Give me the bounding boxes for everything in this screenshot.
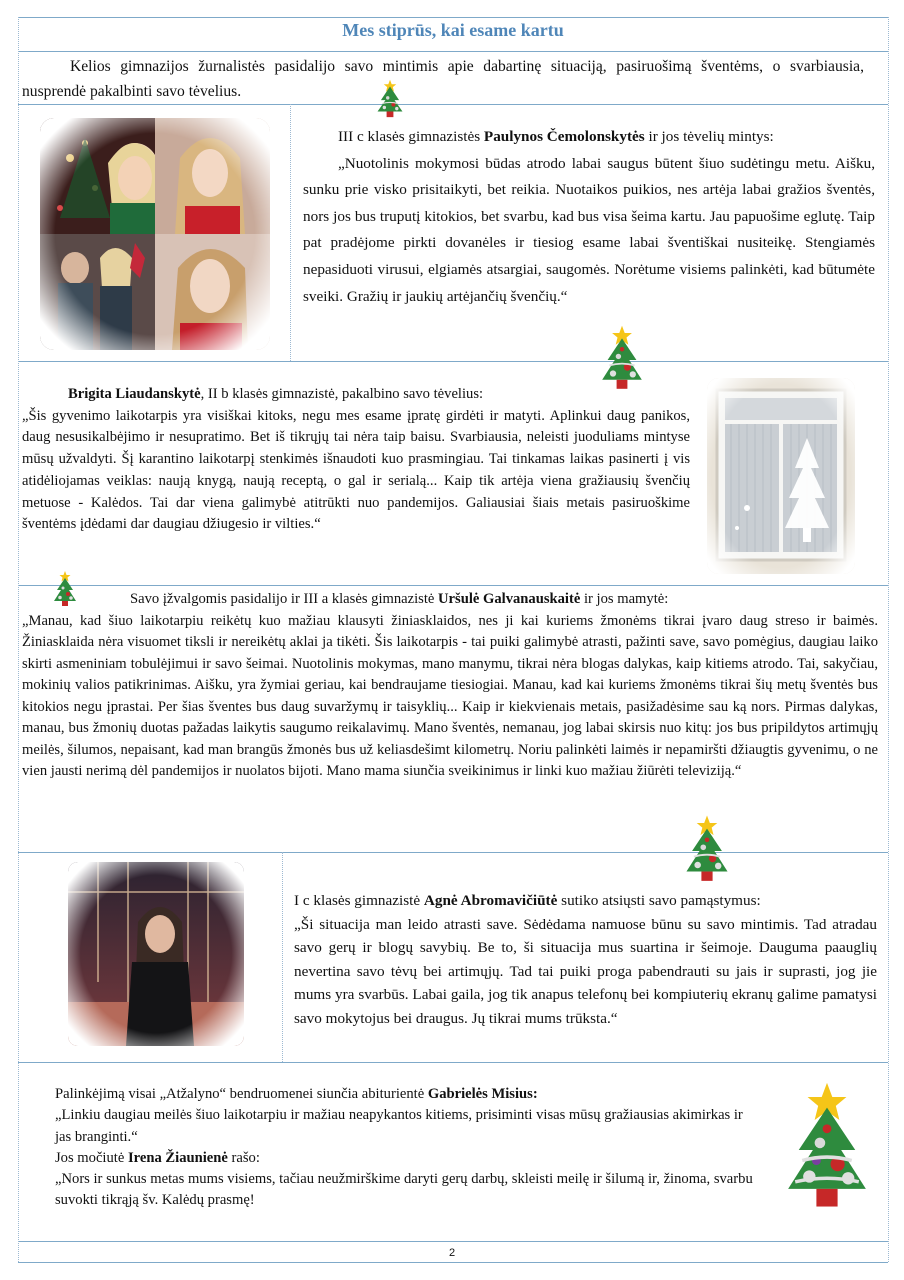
s5-lead: Palinkėjimą visai „Atžalyno“ bendruomenei siunčia abiturientė bbox=[55, 1086, 428, 1102]
s3-lead: Savo įžvalgomis pasidalijo ir III a klasės gimnazistė bbox=[130, 591, 439, 607]
christmas-tree-icon bbox=[595, 322, 649, 398]
page-number: 2 bbox=[448, 1247, 456, 1259]
rule-top bbox=[18, 17, 888, 18]
s5-text bbox=[55, 1084, 755, 1212]
rule-title bbox=[18, 51, 888, 52]
s1-quote: „Nuotolinis mokymosi būdas atrodo labai saugus būtent šiuo sudėtingu metu. Aišku, sunku prie visko prisitaikyti, bet reikia. Nuotaikos puikios, nes artėja labai gražios šventės, nors jos bus truputį kitokios, bet svarbu, kad bus visa šeima kartu. Jau papuošime eglutę. Taip pat pradėjome pirkti dovanėles ir tiesiog esame labai šventiškai nusiteikę. Stengiamės nepasiduoti virusui, elgiamės atsargiai, saugomės. Norėtume visiems palinkėti, kad būtumėte sveiki. Gražių ir jaukių artėjančių švenčių.“ bbox=[303, 154, 875, 305]
portrait-photo bbox=[68, 862, 244, 1046]
christmas-tree-icon bbox=[373, 76, 407, 122]
divider-s1 bbox=[290, 104, 291, 361]
s4-text bbox=[294, 889, 877, 1031]
family-photo-1 bbox=[40, 118, 270, 350]
s3-text bbox=[22, 589, 878, 783]
window-photo bbox=[707, 378, 855, 574]
border-right bbox=[888, 17, 889, 1262]
border-left bbox=[18, 17, 19, 1262]
s5-quote2: „Nors ir sunkus metas mums visiems, tačiau neužmirškime daryti gerų darbų, skleisti meilę ir šilumą ir, žinoma, svarbu suvokti tikrąją šv. Kalėdų prasmę! bbox=[55, 1171, 753, 1209]
rule-3 bbox=[18, 585, 888, 586]
s1-text bbox=[303, 124, 875, 310]
christmas-tree-icon bbox=[774, 1075, 880, 1225]
rule-1 bbox=[18, 104, 888, 105]
s5-lead2-post: rašo: bbox=[227, 1149, 260, 1166]
s2-quote: „Šis gyvenimo laikotarpis yra visiškai kitoks, negu mes esame įpratę girdėti ir matyti. Aplinkui daug panikos, daug nesusikalbėjimo ir nesupratimo. Bet iš tikrųjų tai nėra taip baisu. Svarbiausia, neleisti juoduliams mintyse mūsų užvaldyti. Šį karantino laikotarpį stenkimės išnaudoti kuo prasmingiau. Tai tinkamas laikas pasinerti į vis atidėliojamas veiklas: naują knygą, naują receptą, o gal ir serialą... Kaip tik artėja viena gražiausių švenčių metuose - Kalėdos. Tai dar viena galimybė atitrūkti nuo pandemijos. Galiausiai šiais metais pasiruoškime šventėms įdėdami dar daugiau džiugesio ir vilties.“ bbox=[22, 407, 690, 533]
s2-lead: , II b klasės gimnazistė, pakalbino savo tėvelius: bbox=[200, 386, 484, 402]
intro-text: Kelios gimnazijos žurnalistės pasidalijo savo mintimis apie dabartinę situaciją, pasiruošimą šventėms, o svarbiausia, nusprendė pakalbinti savo tėvelius. bbox=[22, 58, 864, 100]
rule-5 bbox=[18, 1062, 888, 1063]
s5-lead2: Jos močiutė bbox=[55, 1149, 128, 1166]
s3-quote: „Manau, kad šiuo laikotarpiu reikėtų kuo mažiau klausyti žiniasklaidos, nes ji kai kuriems žmonėms tikrai įvaro daug streso ir baimės. Žiniasklaida nėra visuomet tiksli ir nereikėtų aklai ja tikėti. Šis laikotarpis - tai puiki galimybė atrasti, pažinti save, savo pomėgius, daugiau laiko skirti asmeniniam tobulėjimui ir savo šeimai. Nuotolinis mokymas, mano manymu, tikrai nėra blogas dalykas, kaip kitiems atrodo. Tai, sakyčiau, mokinių valios patikrinimas. Aišku, yra žymiai geriau, kai bendraujame tiesiogiai. Manau, kad kai kuriems žmonėms tikrai šių metų šventės bus kitokios negu įprastai. Per šias šventes bus daug suvaržymų ir taisyklių... Kaip ir kiekvienais metais, pasižadėsime sau ką nors. Pirmas dalykas, manau, bus žmonių duotas pažadas laikytis saugumo reikalavimų. Mano šventės, nemanau, jog labai skirsis nuo kitų: jos bus pripildytos artimųjų meilės, šilumos, nepaisant, kad man brangūs žmonės bus už keliasdešimt kilometrų. Noriu palinkėti laimės ir nepamiršti džiaugtis gyvenimu, o ne vien jausti nerimą dėl pandemijos ir nuolatos bijoti. Mano mama siunčia sveikinimus ir linki kuo mažiau žiūrėti televiziją.“ bbox=[22, 612, 878, 779]
rule-bottom bbox=[18, 1262, 888, 1263]
s4-lead: I c klasės gimnazistė bbox=[294, 892, 424, 909]
s1-lead-post: ir jos tėvelių mintys: bbox=[644, 128, 774, 145]
s5-author2: Irena Žiaunienė bbox=[127, 1149, 228, 1166]
s4-author: Agnė Abromavičiūtė bbox=[423, 892, 558, 909]
rule-4 bbox=[18, 852, 888, 853]
divider-s4 bbox=[282, 852, 283, 1062]
s1-author: Paulynos Čemolonskytės bbox=[483, 128, 645, 145]
christmas-tree-icon bbox=[50, 569, 80, 611]
page-title: Mes stiprūs, kai esame kartu bbox=[342, 20, 564, 40]
s2-author: Brigita Liaudanskytė bbox=[68, 386, 201, 402]
s4-quote: „Ši situacija man leido atrasti save. Sėdėdama namuose būnu su savo mintimis. Tad atradau savo gerų ir blogų savybių. Be to, ši situacija mus suartina ir šeimoje. Dauguma paauglių nevertina savo tėvų bei artimųjų. Tad tai puiki proga pabendrauti su jais ir suprasti, jog jie mums yra svarbūs. Labai gaila, jog tik anapus telefonų bei kompiuterių ekranų galime pamatysi savo mokytojus bei draugus. Jų tikrai mums trūksta.“ bbox=[294, 915, 877, 1027]
s3-lead-post: ir jos mamytė: bbox=[580, 591, 669, 607]
rule-2 bbox=[18, 361, 888, 362]
s5-author: Gabrielės Misius: bbox=[427, 1086, 538, 1102]
s2-text bbox=[22, 384, 690, 536]
rule-6 bbox=[18, 1241, 888, 1242]
christmas-tree-icon bbox=[679, 812, 735, 890]
s5-quote1: „Linkiu daugiau meilės šiuo laikotarpiu ir mažiau neapykantos kitiems, prisiminti visas mūsų gražiausias akimirkas ir jas branginti.“ bbox=[55, 1107, 743, 1145]
s3-author: Uršulė Galvanauskaitė bbox=[438, 591, 581, 607]
s1-lead: III c klasės gimnazistės bbox=[338, 128, 484, 145]
s4-lead-post: sutiko atsiųsti savo pamąstymus: bbox=[557, 892, 761, 909]
